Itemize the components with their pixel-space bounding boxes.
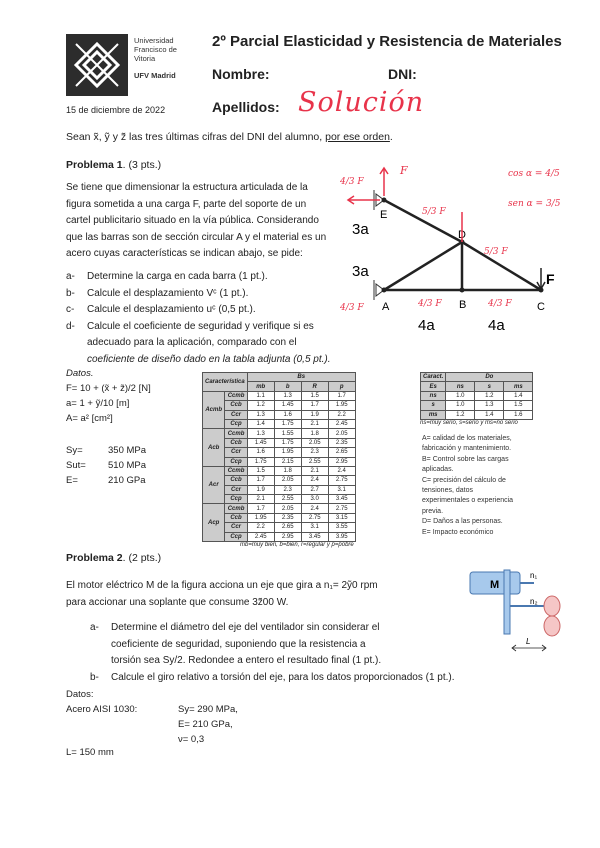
annot-sen: sen α = 3/5 xyxy=(508,199,561,209)
table-cell: 2.75 xyxy=(328,476,355,485)
table-row xyxy=(203,438,356,447)
nombre-label: Nombre: xyxy=(212,66,270,82)
item-b xyxy=(90,670,510,687)
table-cell: 2.45 xyxy=(328,419,355,428)
annot-force-DE: 5/3 F xyxy=(422,207,446,217)
material-key: E= xyxy=(66,475,78,486)
table-row xyxy=(203,504,356,513)
item-key: d- xyxy=(66,320,75,332)
material-value: 350 MPa xyxy=(108,445,147,456)
table-cell: 1.7 xyxy=(301,401,328,410)
table-cell: 1.0 xyxy=(446,391,475,400)
table-cell: 1.5 xyxy=(247,466,274,475)
item-text: Calcule el desplazamiento uᶜ (0,5 pt.). xyxy=(87,304,256,315)
table-row xyxy=(203,513,356,522)
material-name: Acero AISI 1030: xyxy=(66,704,138,715)
table-cell: 1.95 xyxy=(328,401,355,410)
table-cell: 1.4 xyxy=(475,410,504,419)
table-cell: 3.95 xyxy=(328,532,355,541)
node-B: B xyxy=(459,299,467,311)
intro-text xyxy=(66,131,393,143)
row-label: Ccp xyxy=(225,532,247,541)
material-key: Sut= xyxy=(66,460,86,471)
table-cell: 2.05 xyxy=(274,476,301,485)
paragraph-line: para accionar una soplante que consume 3z̃00 W. xyxy=(66,596,289,608)
table-row xyxy=(203,476,356,485)
row-label: Ccr xyxy=(225,448,247,457)
table-cell: 1.7 xyxy=(328,391,355,400)
material-line: Sy= 290 MPa, xyxy=(178,704,238,715)
item-a xyxy=(66,269,356,286)
table-row xyxy=(203,401,356,410)
table-cell: 1.6 xyxy=(504,410,533,419)
motor-label: M xyxy=(490,579,500,591)
table-cell: 1.95 xyxy=(274,448,301,457)
table-cell: 1.95 xyxy=(247,513,274,522)
row-label: Ccb xyxy=(225,401,247,410)
dim-3a-bottom: 3a xyxy=(352,263,369,280)
legend-line: C= precisión del cálculo de xyxy=(422,476,506,484)
table-cell: 1.45 xyxy=(247,438,274,447)
table-cell: 2.55 xyxy=(301,457,328,466)
material-row xyxy=(66,458,146,473)
paragraph-line: Se tiene que dimensionar la estructura articulada de la xyxy=(66,182,308,193)
table-cell: 2.05 xyxy=(274,504,301,513)
problem1-data xyxy=(66,366,151,426)
node-D: D xyxy=(458,229,466,241)
problem2-title: Problema 2 xyxy=(66,552,123,564)
table-cell: 3.55 xyxy=(328,523,355,532)
table-cell: 2.35 xyxy=(274,513,301,522)
shaft-length: L= 150 mm xyxy=(66,747,114,758)
annot-force-BC: 4/3 F xyxy=(488,299,512,309)
fan-blade xyxy=(544,616,560,636)
annot-cos: cos α = 4/5 xyxy=(508,169,560,179)
table-cell: 2.65 xyxy=(274,523,301,532)
item-text: Calcule el desplazamiento Vᶜ (1 pt.). xyxy=(87,287,249,299)
node-C: C xyxy=(537,301,545,313)
datos-label: Datos: xyxy=(66,689,94,700)
table-cell: 1.7 xyxy=(247,476,274,485)
table-col: b xyxy=(274,382,301,391)
table-row xyxy=(203,485,356,494)
table-cell: 2.55 xyxy=(274,495,301,504)
n2-label: n₂ xyxy=(530,597,538,606)
legend-line: E= Impacto económico xyxy=(422,528,494,536)
node-A: A xyxy=(382,301,390,313)
table-cell: 2.2 xyxy=(247,523,274,532)
n1-label: n₁ xyxy=(530,571,538,580)
row-label: Ccr xyxy=(225,410,247,419)
annot-force-DC: 5/3 F xyxy=(484,247,508,257)
row-label: Ccmb xyxy=(225,504,247,513)
table-col: R xyxy=(301,382,328,391)
solution-handwriting: Solución xyxy=(298,87,425,118)
table-cell: 1.3 xyxy=(475,401,504,410)
legend-line: A= calidad de los materiales, xyxy=(422,435,512,442)
table-cell: 2.1 xyxy=(301,466,328,475)
item-text: torsión sea Sy/2. Redondee a entero el resultado final (1 pt.). xyxy=(111,655,382,666)
row-label: s xyxy=(421,401,446,410)
item-d xyxy=(66,319,356,336)
legend-line: tensiones, datos xyxy=(422,487,473,495)
table-col: mb xyxy=(247,382,274,391)
item-text: Calcule el giro relativo a torsión del eje, para los datos proporcionados (1 pt.). xyxy=(111,671,455,683)
table-cell: 3.0 xyxy=(301,495,328,504)
datos-label: Datos. xyxy=(66,368,94,379)
table-cell: 1.3 xyxy=(274,391,301,400)
table-cell: 1.45 xyxy=(274,401,301,410)
intro-underlined: por ese orden xyxy=(325,131,390,143)
problem1-points: . (3 pts.) xyxy=(122,159,162,171)
table-row xyxy=(421,401,533,410)
problem1-items xyxy=(66,269,356,368)
table-cell: 1.9 xyxy=(247,485,274,494)
table-legend xyxy=(422,434,552,538)
table-cell: 1.2 xyxy=(475,391,504,400)
item-c xyxy=(66,302,356,319)
fan-blade xyxy=(544,596,560,616)
problem2-paragraph xyxy=(66,578,446,611)
table-row xyxy=(203,523,356,532)
row-label: ns xyxy=(421,391,446,400)
item-key: b- xyxy=(66,287,75,299)
safety-table-1 xyxy=(202,372,356,548)
problem2-material xyxy=(178,702,238,747)
table-row xyxy=(203,429,356,438)
annot-force-E-v: F xyxy=(400,164,408,177)
coefficient-table-small xyxy=(420,372,533,420)
table-cell: 2.3 xyxy=(301,448,328,457)
safety-table-2 xyxy=(420,372,533,426)
node-E: E xyxy=(380,209,388,221)
material-props xyxy=(66,443,146,488)
logo-subtitle: UFV Madrid xyxy=(134,71,176,80)
table-row xyxy=(421,410,533,419)
material-row xyxy=(66,443,146,458)
bar-AD xyxy=(384,242,462,290)
table-cell: 2.05 xyxy=(301,438,328,447)
row-label: Ccp xyxy=(225,495,247,504)
problem2-items xyxy=(90,620,510,686)
legend-line: B= Control sobre las cargas xyxy=(422,455,509,463)
table-cell: 2.75 xyxy=(328,504,355,513)
university-logo xyxy=(66,34,128,96)
table-cell: 2.65 xyxy=(328,448,355,457)
table-row xyxy=(203,532,356,541)
table-cell: 2.95 xyxy=(274,532,301,541)
table-cell: 1.5 xyxy=(301,391,328,400)
table-cell: 1.3 xyxy=(247,410,274,419)
problem2-data xyxy=(66,687,137,717)
item-text: Determine el diámetro del eje del ventilador sin considerar el xyxy=(111,622,380,633)
table-cell: 1.4 xyxy=(247,419,274,428)
row-label: Ccmb xyxy=(225,429,247,438)
truss-diagram xyxy=(336,150,592,350)
material-row xyxy=(66,473,146,488)
table-col: Es xyxy=(421,382,446,391)
table-cell: 1.7 xyxy=(247,504,274,513)
table-cell: 1.6 xyxy=(247,448,274,457)
intro-main: Sean x̃, ỹ y z̃ las tres últimas cifras del DNI del alumno, xyxy=(66,131,326,143)
row-label: Ccr xyxy=(225,485,247,494)
datos-line: F= 10 + (x̃ + z̃)/2 [N] xyxy=(66,383,151,394)
row-label: Ccp xyxy=(225,457,247,466)
table-col: ns xyxy=(446,382,475,391)
legend-line: aplicadas. xyxy=(422,466,454,474)
item-text: coeficiente de diseño dado en la tabla adjunta (0,5 pt.). xyxy=(87,353,331,365)
page-title: 2º Parcial Elasticidad y Resistencia de Materiales xyxy=(212,33,562,50)
material-line: E= 210 GPa, xyxy=(178,719,233,730)
problem2-points: . (2 pts.) xyxy=(122,552,162,564)
legend-line: experimentales o experiencia xyxy=(422,497,514,505)
table-row xyxy=(203,419,356,428)
row-label: Ccb xyxy=(225,438,247,447)
problem1-paragraph xyxy=(66,180,336,263)
material-key: Sy= xyxy=(66,445,83,456)
paragraph-line: El motor eléctrico M de la figura acciona un eje que gira a n₁= 2ỹ0 rpm xyxy=(66,580,378,591)
legend-line: previa. xyxy=(422,507,444,515)
table-header: Característica xyxy=(203,373,248,392)
row-label: Ccr xyxy=(225,523,247,532)
table-cell: 1.75 xyxy=(274,419,301,428)
paragraph-line: que las barras son de sección circular A y el material es un xyxy=(66,231,327,243)
item-text: Calcule el coeficiente de seguridad y verifique si es xyxy=(87,320,314,332)
table-cell: 2.35 xyxy=(328,438,355,447)
table-cell: 1.8 xyxy=(301,429,328,438)
table-header: Bs xyxy=(247,373,355,382)
material-value: 510 MPa xyxy=(108,460,147,471)
row-label: Ccb xyxy=(225,513,247,522)
table-cell: 3.45 xyxy=(301,532,328,541)
supports xyxy=(374,190,384,300)
logo-line: Vitoria xyxy=(134,54,156,63)
problem1-heading xyxy=(66,159,161,171)
table-row xyxy=(421,391,533,400)
legend-line: fabricación y mantenimiento. xyxy=(422,445,512,453)
table-cell: 2.4 xyxy=(328,466,355,475)
table-row xyxy=(203,495,356,504)
table-cell: 1.55 xyxy=(274,429,301,438)
table-col: s xyxy=(475,382,504,391)
table-note: ns=muy serio, s=serio y ms=no serio xyxy=(420,419,518,426)
table-cell: 3.1 xyxy=(301,523,328,532)
table-cell: 1.5 xyxy=(504,401,533,410)
row-label: Ccp xyxy=(225,419,247,428)
row-group: Acr xyxy=(203,466,225,504)
item-key: c- xyxy=(66,304,75,315)
table-cell: 1.8 xyxy=(274,466,301,475)
problem2-heading xyxy=(66,552,161,564)
dim-3a-top: 3a xyxy=(352,221,369,238)
apellidos-label: Apellidos: xyxy=(212,99,280,115)
table-cell: 2.05 xyxy=(328,429,355,438)
table-cell: 2.4 xyxy=(301,504,328,513)
table-row xyxy=(203,448,356,457)
row-group: Acb xyxy=(203,429,225,467)
table-note: mb=muy bien, b=bien, r=regular y p=pobre xyxy=(240,542,354,549)
material-line: ν= 0,3 xyxy=(178,734,205,745)
university-name xyxy=(134,36,177,80)
motor-figure xyxy=(468,566,578,660)
item-a xyxy=(90,620,510,637)
paragraph-line: acero cuyas características se indican abajo, se pide: xyxy=(66,248,303,259)
table-cell: 1.9 xyxy=(301,410,328,419)
item-text: coeficiente de seguridad, suponiendo que la resistencia a xyxy=(111,638,366,650)
table-cell: 2.75 xyxy=(301,513,328,522)
table-cell: 2.2 xyxy=(328,410,355,419)
dim-4a-right: 4a xyxy=(488,317,505,334)
row-group: Acp xyxy=(203,504,225,542)
table-col: ms xyxy=(504,382,533,391)
item-b xyxy=(66,286,356,303)
paragraph-line: cartel publicitario situado en la vía pública. Considerando xyxy=(66,215,319,226)
item-text: Determine la carga en cada barra (1 pt.). xyxy=(87,271,268,282)
table-cell: 2.3 xyxy=(274,485,301,494)
table-col: p xyxy=(328,382,355,391)
row-group: Acmb xyxy=(203,391,225,429)
table-cell: 3.45 xyxy=(328,495,355,504)
datos-line: a= 1 + ỹ/10 [m] xyxy=(66,398,130,409)
logo-emblem-icon xyxy=(66,34,128,96)
datos-line: A= a² [cm²] xyxy=(66,413,113,424)
row-label: ms xyxy=(421,410,446,419)
annot-force-AB: 4/3 F xyxy=(418,299,442,309)
item-key: a- xyxy=(66,271,75,282)
table-cell: 2.7 xyxy=(301,485,328,494)
dni-label: DNI: xyxy=(388,66,417,82)
problem1-title: Problema 1 xyxy=(66,159,123,171)
table-cell: 1.1 xyxy=(247,391,274,400)
table-cell: 2.4 xyxy=(301,476,328,485)
table-cell: 1.75 xyxy=(274,438,301,447)
intro-end: . xyxy=(389,131,393,143)
paragraph-line: figura sometida a una carga F, parte del soporte de un xyxy=(66,198,307,210)
table-cell: 2.95 xyxy=(328,457,355,466)
table-header: Caract. xyxy=(421,373,446,382)
length-label: L xyxy=(526,637,531,646)
table-cell: 1.2 xyxy=(446,410,475,419)
coefficient-table xyxy=(202,372,356,542)
table-cell: 1.6 xyxy=(274,410,301,419)
logo-line: Francisco de xyxy=(134,45,177,54)
table-cell: 1.3 xyxy=(247,429,274,438)
annot-force-A: 4/3 F xyxy=(340,303,364,313)
table-cell: 2.1 xyxy=(247,495,274,504)
exam-date: 15 de diciembre de 2022 xyxy=(66,105,166,115)
table-cell: 1.2 xyxy=(247,401,274,410)
item-key: b- xyxy=(90,671,99,683)
table-cell: 2.1 xyxy=(301,419,328,428)
legend-line: D= Daños a las personas. xyxy=(422,518,503,526)
dim-4a-left: 4a xyxy=(418,317,435,334)
row-label: Ccb xyxy=(225,476,247,485)
table-cell: 1.4 xyxy=(504,391,533,400)
table-cell: 3.1 xyxy=(328,485,355,494)
table-row xyxy=(203,391,356,400)
table-cell: 1.75 xyxy=(247,457,274,466)
annot-force-E-h: 4/3 F xyxy=(340,177,364,187)
row-label: Ccmb xyxy=(225,391,247,400)
logo-line: Universidad xyxy=(134,36,174,45)
table-cell: 3.15 xyxy=(328,513,355,522)
table-cell: 2.45 xyxy=(247,532,274,541)
item-key: a- xyxy=(90,622,99,633)
table-cell: 1.0 xyxy=(446,401,475,410)
load-F: F xyxy=(546,271,555,287)
table-row xyxy=(203,466,356,475)
material-value: 210 GPa xyxy=(108,475,146,486)
item-text: adecuado para la aplicación, comparado con el xyxy=(87,337,297,348)
table-row xyxy=(203,410,356,419)
table-row xyxy=(203,457,356,466)
row-label: Ccmb xyxy=(225,466,247,475)
table-header: Do xyxy=(446,373,533,382)
table-cell: 2.15 xyxy=(274,457,301,466)
